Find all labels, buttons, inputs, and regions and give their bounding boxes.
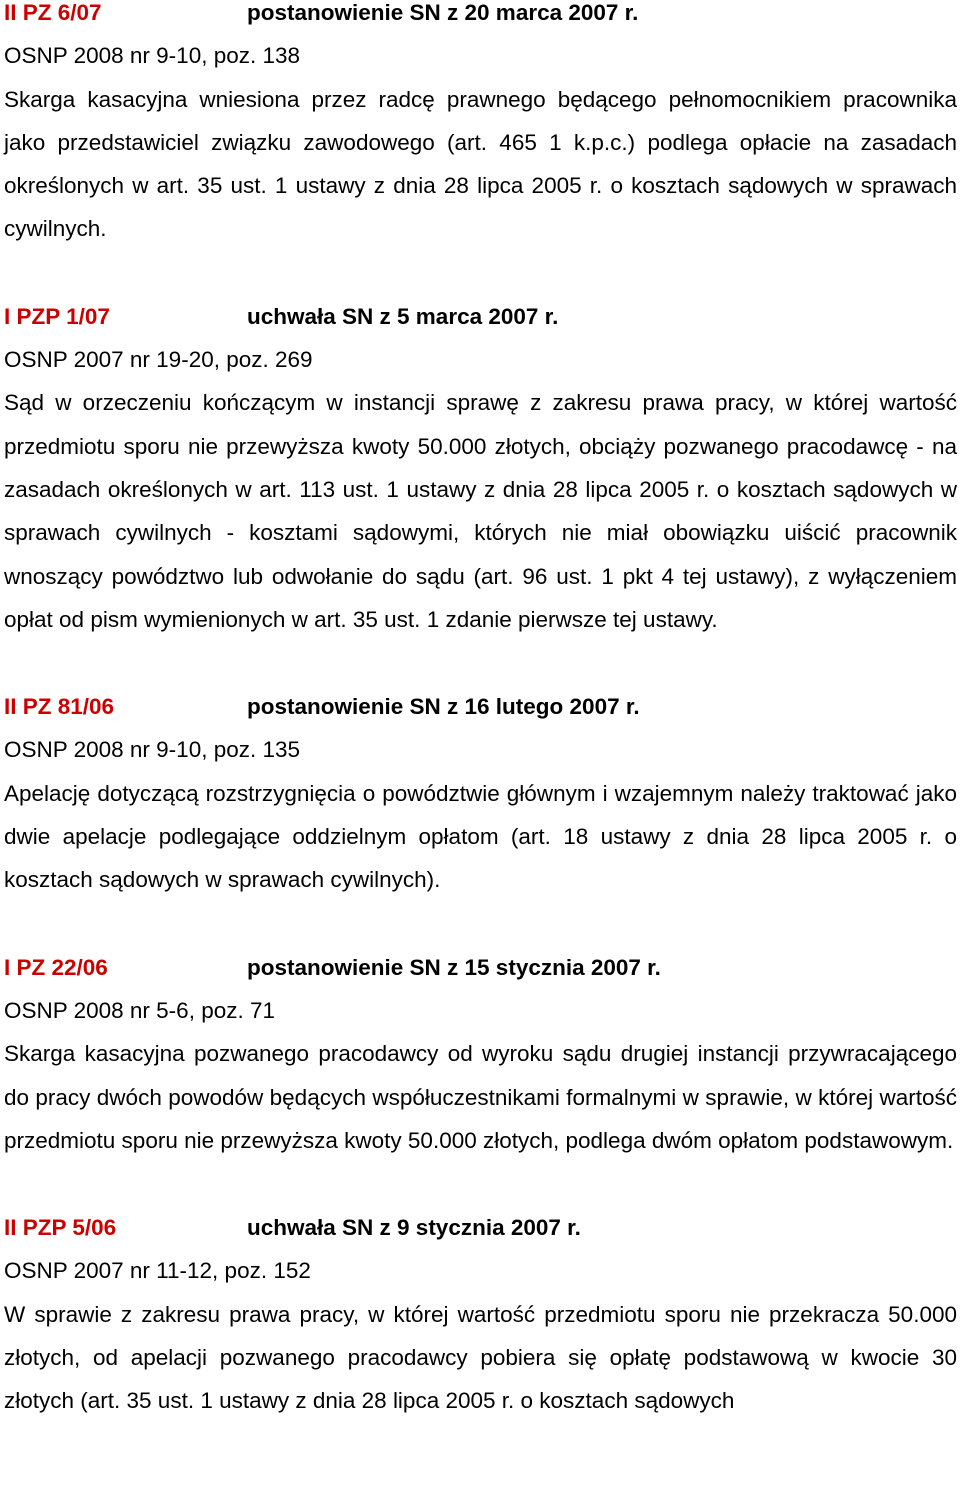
ruling-text: Apelację dotyczącą rozstrzygnięcia o powództwie głównym i wzajemnym należy traktować jako dwie apelacje podlegające oddzielnym opłatom (art. 18 ustawy z dnia 28 lipca 2005 r. o kosztach sądowych w sprawach cywilnych). xyxy=(4,780,957,893)
case-signature: II PZ 81/06 xyxy=(4,694,115,720)
osnp-reference: OSNP 2008 nr 9-10, poz. 138 xyxy=(4,43,301,69)
decision-title: uchwała SN z 5 marca 2007 r. xyxy=(247,303,559,329)
ruling-entry xyxy=(4,685,957,901)
ruling-entry xyxy=(4,295,957,641)
ruling-header xyxy=(4,685,957,728)
ruling-text: Skarga kasacyjna pozwanego pracodawcy od wyroku sądu drugiej instancji przywracającego do pracy dwóch powodów będących współuczestnikami formalnymi w sprawie, w której wartość przedmiotu sporu nie przewyższa kwoty 50.000 złotych, podlega dwóm opłatom podstawowym. xyxy=(4,1041,957,1153)
case-signature: I PZ 22/06 xyxy=(4,954,108,980)
decision-title: postanowienie SN z 16 lutego 2007 r. xyxy=(247,694,640,720)
ruling-entry xyxy=(4,1206,957,1422)
ruling-header xyxy=(4,295,957,338)
case-signature: II PZ 6/07 xyxy=(4,0,102,25)
osnp-reference: OSNP 2007 nr 19-20, poz. 269 xyxy=(4,347,313,373)
osnp-reference: OSNP 2008 nr 5-6, poz. 71 xyxy=(4,997,275,1023)
ruling-header xyxy=(4,1206,957,1249)
document-page xyxy=(4,0,957,1467)
ruling-header xyxy=(4,0,957,34)
ruling-text: Skarga kasacyjna wniesiona przez radcę prawnego będącego pełnomocnikiem pracownika jako przedstawiciel związku zawodowego (art. 465 1 k.p.c.) podlega opłacie na zasadach określonych w art. 35 ust. 1 ustawy z dnia 28 lipca 2005 r. o kosztach sądowych w sprawach cywilnych. xyxy=(4,86,957,242)
decision-title: postanowienie SN z 20 marca 2007 r. xyxy=(247,0,639,25)
decision-title: uchwała SN z 9 stycznia 2007 r. xyxy=(247,1215,581,1241)
case-signature: II PZP 5/06 xyxy=(4,1215,117,1241)
ruling-text: W sprawie z zakresu prawa pracy, w której wartość przedmiotu sporu nie przekracza 50.000 złotych, od apelacji pozwanego pracodawcy pobiera się opłatę podstawową w kwocie 30 złotych (art. 35 ust. 1 ustawy z dnia 28 lipca 2005 r. o kosztach sądowych xyxy=(4,1301,957,1414)
case-signature: I PZP 1/07 xyxy=(4,303,110,329)
decision-title: postanowienie SN z 15 stycznia 2007 r. xyxy=(247,954,661,980)
ruling-entry xyxy=(4,946,957,1162)
osnp-reference: OSNP 2007 nr 11-12, poz. 152 xyxy=(4,1258,311,1284)
osnp-reference: OSNP 2008 nr 9-10, poz. 135 xyxy=(4,737,301,763)
ruling-header xyxy=(4,946,957,989)
ruling-entry xyxy=(4,0,957,251)
ruling-text: Sąd w orzeczeniu kończącym w instancji sprawę z zakresu prawa pracy, w której wartość przedmiotu sporu nie przewyższa kwoty 50.000 złotych, obciąży pozwanego pracodawcę - na zasadach określonych w art. 113 ust. 1 ustawy z dnia 28 lipca 2005 r. o kosztach sądowych w sprawach cywilnych - kosztami sądowymi, których nie miał obowiązku uiścić pracownik wnoszący powództwo lub odwołanie do sądu (art. 96 ust. 1 pkt 4 tej ustawy), z wyłączeniem opłat od pism wymienionych w art. 35 ust. 1 zdanie pierwsze tej ustawy. xyxy=(4,390,957,632)
